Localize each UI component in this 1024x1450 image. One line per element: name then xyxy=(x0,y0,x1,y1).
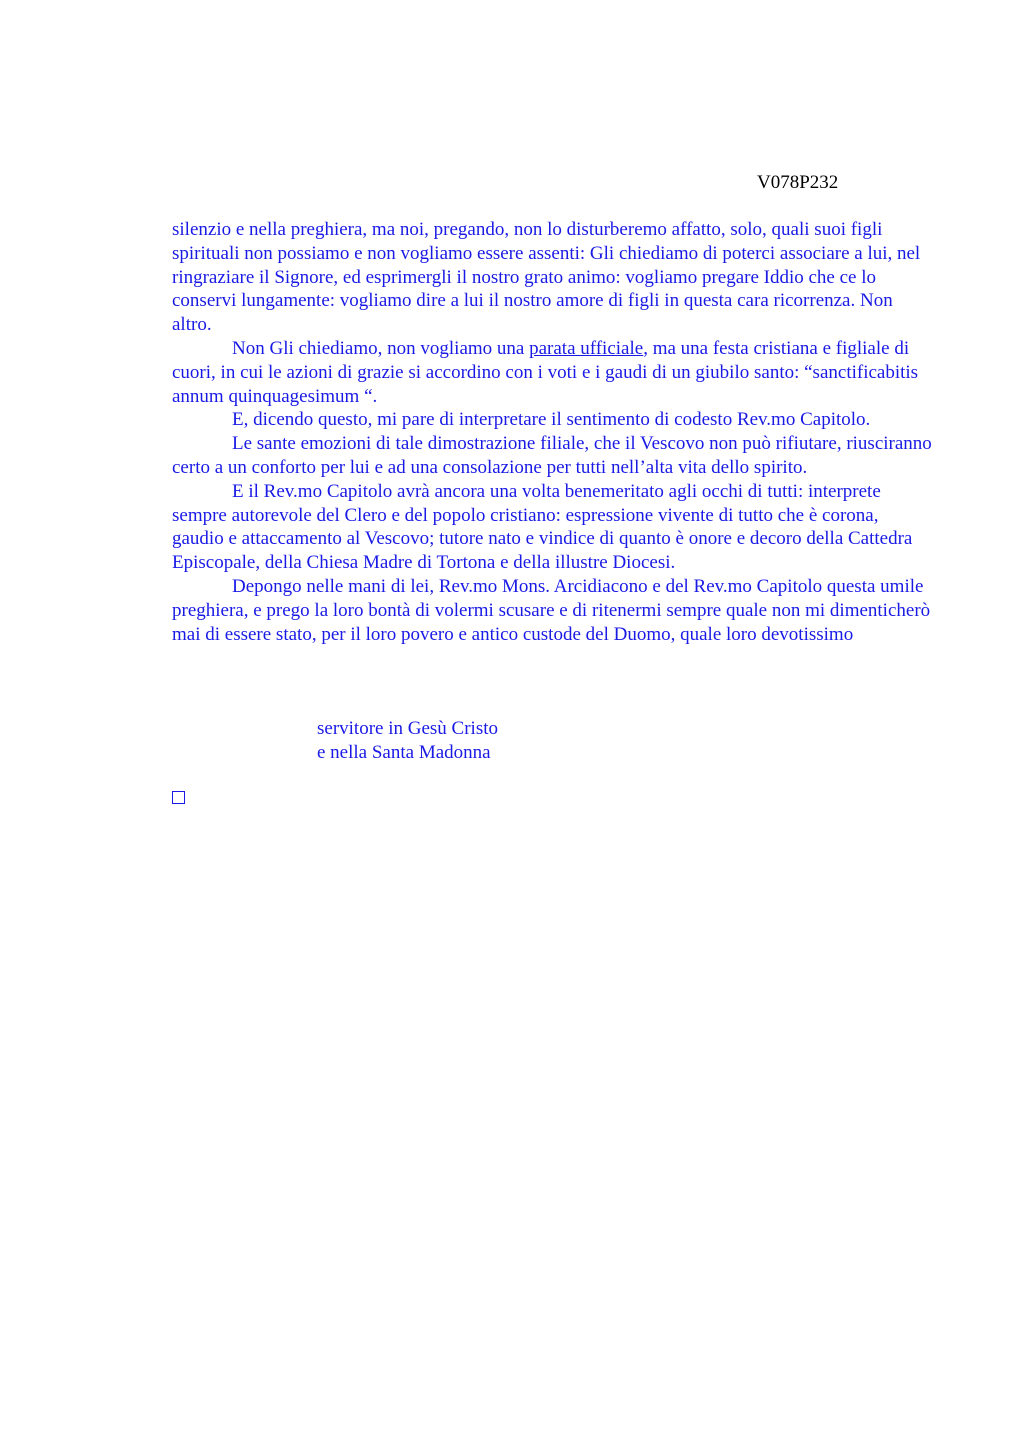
letter-body xyxy=(172,218,932,646)
paragraph-festa xyxy=(172,337,932,408)
paragraph-emotions: Le sante emozioni di tale dimostrazione filiale, che il Vescovo non può rifiutare, riusciranno certo a un conforto per lui e ad una consolazione per tutti nell’alta vita dello spirito. xyxy=(172,433,932,478)
paragraph-closing: Depongo nelle mani di lei, Rev.mo Mons. Arcidiacono e del Rev.mo Capitolo questa umile preghiera, e prego la loro bontà di volermi scusare e di ritenermi sempre quale non mi dimenticherò mai di essere stato, per il loro povero e antico custode del Duomo, quale loro devotissimo xyxy=(172,575,931,645)
page-reference: V078P232 xyxy=(757,172,839,193)
underlined-phrase: parata ufficiale xyxy=(529,337,644,359)
paragraph-festa-after: , ma una festa cristiana e figliale di cuori, in cui le azioni di grazie si accordino con i voti e i gaudi di un giubilo santo: “sanctificabitis annum quinquagesimum “. xyxy=(172,337,919,407)
signature-line-2: e nella Santa Madonna xyxy=(317,742,491,763)
paragraph-interpretation: E, dicendo questo, mi pare di interpretare il sentimento di codesto Rev.mo Capitolo. xyxy=(232,409,871,431)
paragraph-continuation: silenzio e nella preghiera, ma noi, pregando, non lo disturberemo affatto, solo, quali suoi figli spirituali non possiamo e non vogliamo essere assenti: Gli chiediamo di poterci associare a lui, nel ringraziare il Signore, ed esprimergli il nostro grato animo: vogliamo pregare Iddio che ce lo conservi lungamente: vogliamo dire a lui il nostro amore di figli in questa cara ricorrenza. Non altro. xyxy=(172,219,921,336)
signature-block xyxy=(317,717,498,765)
empty-square-icon xyxy=(172,791,185,804)
paragraph-festa-before: Non Gli chiediamo, non vogliamo una xyxy=(232,337,530,359)
paragraph-capitolo: E il Rev.mo Capitolo avrà ancora una volta benemeritato agli occhi di tutti: interprete sempre autorevole del Clero e del popolo cristiano: espressione vivente di tutto che è corona, gaudio e attaccamento al Vescovo; tutore nato e vindice di quanto è onore e decoro della Cattedra Episcopale, della Chiesa Madre di Tortona e della illustre Diocesi. xyxy=(172,480,913,574)
signature-line-1: servitore in Gesù Cristo xyxy=(317,718,499,739)
